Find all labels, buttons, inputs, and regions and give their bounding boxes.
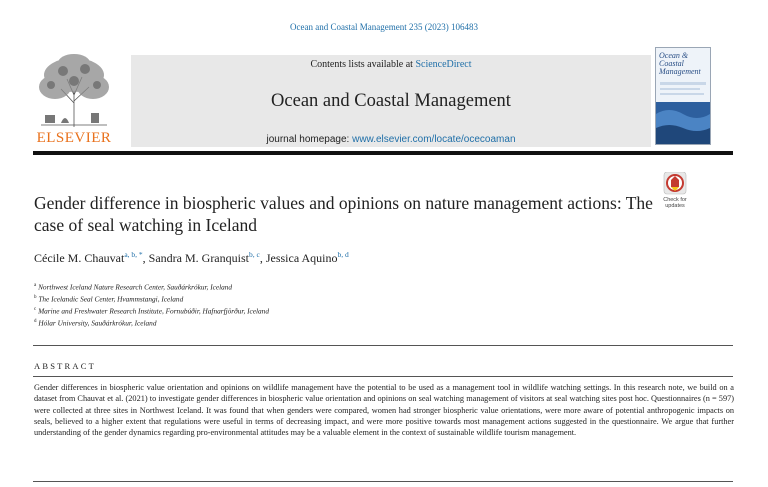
journal-citation[interactable]: Ocean and Coastal Management 235 (2023) 106483 — [290, 22, 478, 32]
affiliation-text: Northwest Iceland Nature Research Center, Sauðárkrókur, Iceland — [38, 282, 233, 292]
affiliation-list — [34, 281, 269, 330]
elsevier-wordmark: ELSEVIER — [36, 130, 112, 146]
author-name[interactable]: Cécile M. Chauvat — [34, 251, 125, 265]
author-affiliation-marks[interactable]: a, b, * — [124, 250, 143, 259]
abstract-top-divider — [33, 345, 733, 346]
check-for-updates-badge[interactable] — [655, 172, 695, 216]
author-affiliation-marks[interactable]: b, c — [248, 250, 260, 259]
abstract-heading: ABSTRACT — [34, 361, 96, 371]
abstract-bottom-divider — [33, 481, 733, 482]
affiliation-item — [34, 317, 269, 329]
affiliation-text: The Icelandic Seal Center, Hvammstangi, Iceland — [38, 294, 184, 304]
article-title: Gender difference in biospheric values and opinions on nature management actions: The case of seal watching in Iceland — [34, 193, 653, 235]
sciencedirect-link[interactable]: ScienceDirect — [415, 59, 472, 70]
affiliation-item — [34, 281, 269, 293]
author-name[interactable]: Sandra M. Granquist — [148, 251, 249, 265]
elsevier-logo[interactable] — [33, 51, 115, 147]
author-list: Cécile M. Chauvat$^{a, b, *}$, Sandra M. Granquist$^{b, c}$, Jessica Aquino$^{b, d}$ — [34, 250, 349, 265]
contents-availability — [131, 59, 651, 70]
affiliation-mark: d — [34, 319, 37, 325]
homepage-prefix: journal homepage: — [266, 134, 353, 145]
abstract-text: Gender differences in biospheric value orientation and opinions on wildlife management have the potential to be used as a management tool in wildlife watching settings. In this research note, we build on a dataset from Chauvat et al. (2021) to investigate gender differences in biospheric value orientation and opinions on seal watching management of visitors at seal watching sites post hoc. Questionnaires (n = 597) were collected at three sites in Northwest Iceland. It was found that when genders were compared, women had stronger biospheric value orientations, were more aware of potential anthropogenic impacts on seals, believed to a higher extent that regulations were useful in terms of decreasing impact, and were more positive towards most management actions suggested in the questionnaire. We argue that further understanding of the gender dynamics regarding pro-environmental attitudes may be a valuable element in the context of sustainable wildlife tourism management. — [34, 383, 734, 438]
affiliation-text: Hólar University, Sauðárkrókur, Iceland — [38, 318, 157, 328]
journal-cover[interactable] — [655, 47, 711, 145]
check-for-updates-label: Check for updates — [663, 197, 687, 209]
journal-homepage-link[interactable]: www.elsevier.com/locate/ocecoaman — [352, 134, 516, 145]
affiliation-mark: b — [34, 295, 37, 301]
affiliation-mark: a — [34, 283, 37, 288]
affiliation-text: Marine and Freshwater Research Institute, Fornubúðir, Hafnarfjörður, Iceland — [38, 306, 269, 316]
elsevier-tree-icon — [33, 51, 115, 129]
journal-header — [33, 45, 733, 150]
crossmark-icon — [655, 172, 695, 196]
journal-cover-title: Ocean & Coastal Management — [659, 51, 701, 76]
contents-prefix: Contents lists available at — [310, 59, 416, 70]
author-name[interactable]: Jessica Aquino — [265, 251, 338, 265]
abstract-heading-divider — [33, 376, 733, 377]
header-divider — [33, 151, 733, 155]
journal-homepage — [131, 134, 651, 145]
affiliation-item — [34, 293, 269, 305]
journal-banner — [131, 55, 651, 147]
affiliation-item — [34, 305, 269, 317]
affiliation-mark: c — [34, 307, 37, 313]
journal-name: Ocean and Coastal Management — [271, 91, 511, 111]
author-affiliation-marks[interactable]: b, d — [337, 250, 349, 259]
